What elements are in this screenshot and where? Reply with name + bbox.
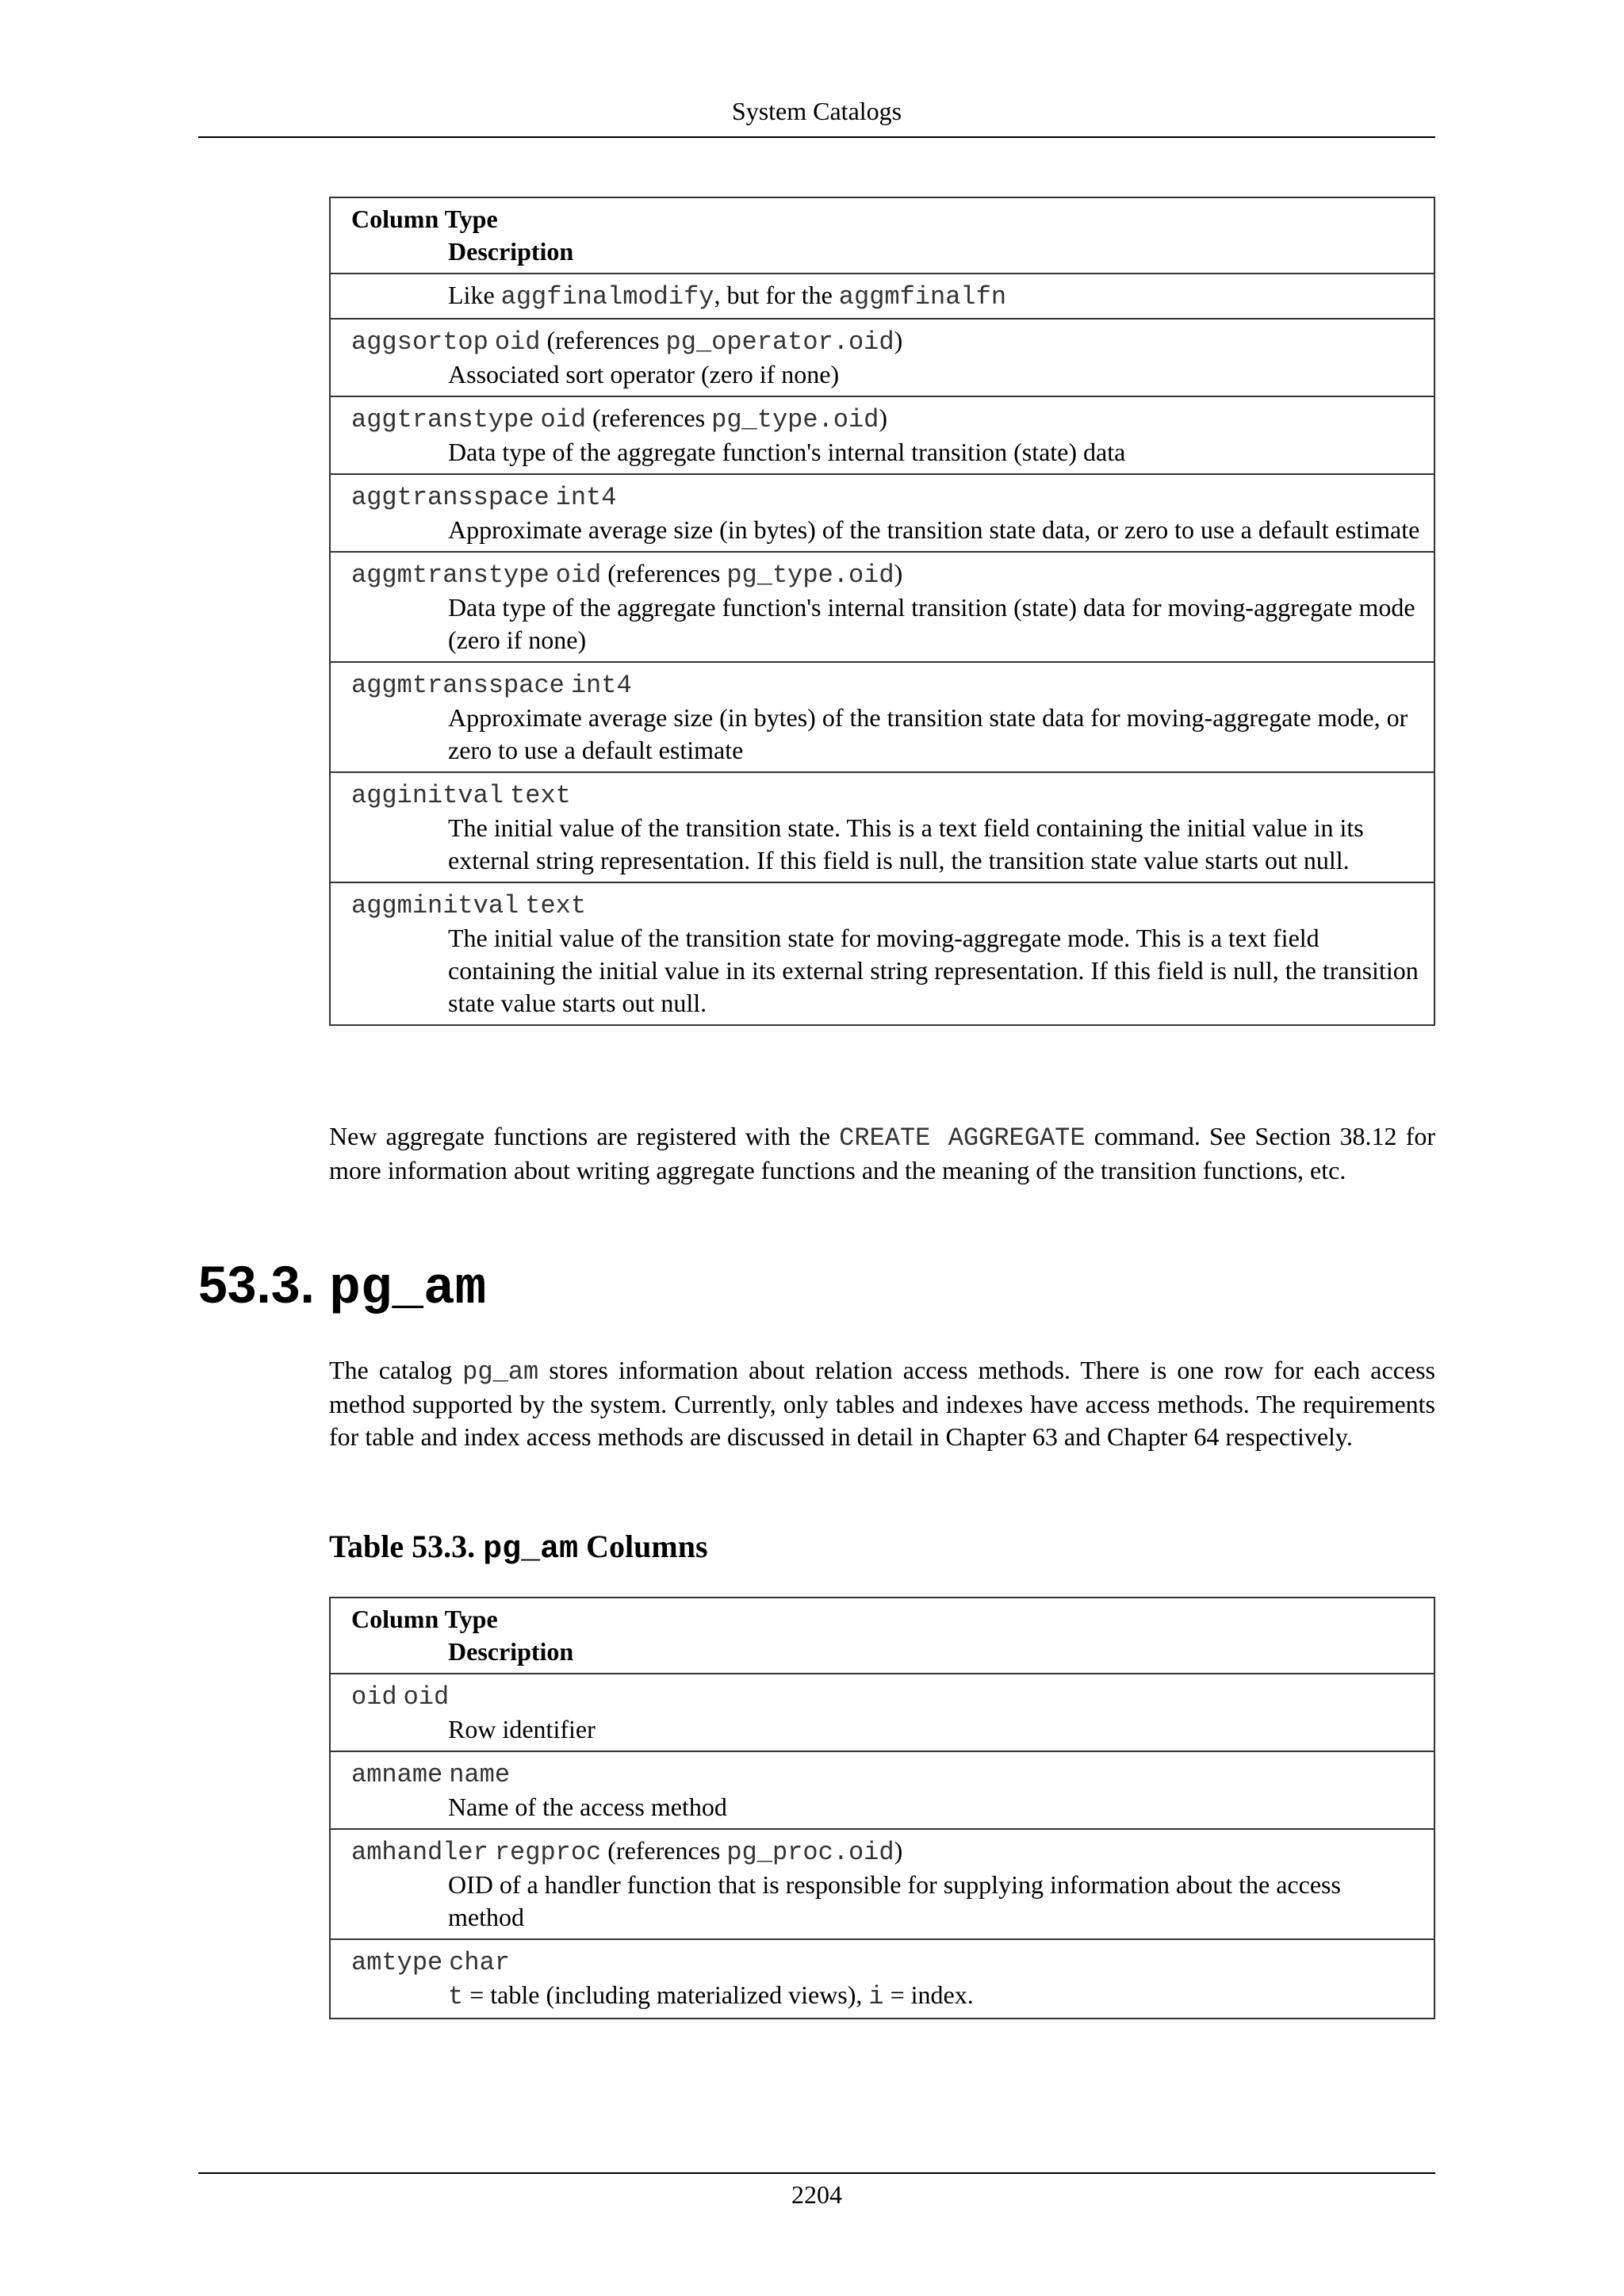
table-row: [330, 474, 1434, 552]
row-description: Name of the access method: [448, 1793, 727, 1821]
table-header-row: [330, 1598, 1434, 1674]
table-row: [330, 274, 1434, 319]
row-column-type: aggsortop oid (references pg_operator.oid): [351, 326, 903, 357]
row-description: The initial value of the transition state. This is a text field containing the initial value in its external string representation. If this field is null, the transition state value starts out null.: [448, 813, 1364, 874]
row-column-type: [351, 668, 1423, 702]
reference: pg_type.oid: [711, 405, 879, 434]
column-type: oid: [403, 1682, 450, 1712]
row-column-type: aggmtranstype oid (references pg_type.oid): [351, 559, 903, 590]
column-type-heading: Column Type: [351, 205, 498, 233]
column-name: aggsortop: [351, 327, 488, 357]
table-row: [330, 1674, 1434, 1751]
column-name: aggmtransspace: [351, 671, 565, 700]
table-row: [330, 1751, 1434, 1829]
header-rule: [198, 136, 1435, 138]
row-description: The initial value of the transition state for moving-aggregate mode. This is a text field containing the initial value in its external string representation. If this field is null, the transition state value starts out null.: [448, 924, 1419, 1017]
row-description: t = table (including materialized views), i = index.: [448, 1980, 974, 2011]
pg-am-columns-table: [329, 1597, 1435, 2019]
column-type: name: [449, 1760, 511, 1789]
column-type: oid: [555, 561, 602, 590]
column-type: int4: [570, 671, 632, 700]
column-name: aggtransspace: [351, 483, 550, 512]
column-name: aggtranstype: [351, 405, 534, 434]
row-column-type: [351, 1679, 1423, 1713]
reference: pg_type.oid: [726, 561, 894, 590]
column-type: regproc: [494, 1838, 602, 1867]
row-description: Approximate average size (in bytes) of the transition state data for moving-aggregate mode, or zero to use a default estimate: [448, 703, 1408, 764]
code-aggmfinalfn: aggmfinalfn: [838, 282, 1007, 312]
table-header-row: [330, 197, 1434, 274]
description-heading: Description: [448, 237, 574, 266]
table-title-code: pg_am: [483, 1532, 579, 1567]
table-title: Table 53.3. pg_am Columns: [329, 1529, 708, 1567]
row-description: Data type of the aggregate function's internal transition (state) data: [448, 438, 1126, 466]
row-description: Approximate average size (in bytes) of the transition state data, or zero to use a default estimate: [448, 515, 1420, 544]
column-type-heading: Column Type: [351, 1605, 498, 1633]
row-column-type: amhandler regproc (references pg_proc.oid): [351, 1836, 903, 1867]
row-column-type: [351, 1945, 1423, 1979]
row-column-type: [351, 1757, 1423, 1791]
row-description: Data type of the aggregate function's internal transition (state) data for moving-aggregate mode (zero if none): [448, 593, 1415, 654]
table-row: [330, 552, 1434, 662]
column-type: oid: [494, 327, 541, 357]
column-name: amhandler: [351, 1838, 488, 1867]
column-name: agginitval: [351, 781, 504, 810]
column-type: char: [449, 1948, 511, 1977]
table-row: [330, 396, 1434, 474]
description-heading: Description: [448, 1637, 574, 1666]
row-column-type: [351, 888, 1423, 922]
running-header: System Catalogs: [731, 97, 902, 125]
row-description: OID of a handler function that is responsible for supplying information about the access method: [448, 1870, 1341, 1931]
section-title: [198, 1253, 486, 1321]
code-aggfinalmodify: aggfinalmodify: [500, 282, 714, 312]
reference: pg_proc.oid: [726, 1838, 894, 1867]
row-column-type: aggtranstype oid (references pg_type.oid): [351, 404, 888, 434]
row-description: Associated sort operator (zero if none): [448, 360, 840, 388]
column-name: oid: [351, 1682, 397, 1712]
column-name: amtype: [351, 1948, 443, 1977]
row-description: Like aggfinalmodify, but for the aggmfinalfn: [448, 281, 1007, 312]
table-row: [330, 662, 1434, 772]
reference: pg_operator.oid: [665, 327, 894, 357]
aggregate-paragraph: New aggregate functions are registered with the CREATE AGGREGATE command. See Section 38.12 for more information about writing aggregate functions and the meaning of the transition functions, etc.: [329, 1122, 1436, 1184]
table-row: [330, 319, 1434, 396]
column-type: text: [510, 781, 571, 810]
table-row: [330, 772, 1434, 882]
row-column-type: [351, 778, 1423, 812]
column-type: text: [525, 891, 587, 920]
pg-am-intro-paragraph: The catalog pg_am stores information about relation access methods. There is one row for each access method supported by the system. Currently, only tables and indexes have access methods. The requirements for table and index access methods are discussed in detail in Chapter 63 and Chapter 64 respectively.: [329, 1356, 1436, 1451]
column-name: aggmtranstype: [351, 561, 550, 590]
column-type: oid: [540, 405, 587, 434]
code-create-aggregate: CREATE AGGREGATE: [839, 1123, 1086, 1153]
code-t: t: [448, 1982, 464, 2011]
row-description: Row identifier: [448, 1715, 596, 1743]
code-i: i: [868, 1982, 884, 2011]
pg-aggregate-columns-table: [329, 197, 1435, 1026]
table-row: [330, 1829, 1434, 1939]
row-column-type: [351, 480, 1423, 514]
table-row: [330, 882, 1434, 1025]
table-row: [330, 1939, 1434, 2019]
code-pg-am: pg_am: [462, 1357, 539, 1387]
column-type: int4: [555, 483, 617, 512]
column-name: amname: [351, 1760, 443, 1789]
section-number: 53.3.: [198, 1255, 315, 1314]
page-number: 2204: [791, 2180, 842, 2209]
column-name: aggminitval: [351, 891, 519, 920]
section-name: pg_am: [329, 1259, 487, 1318]
footer-rule: [198, 2172, 1435, 2174]
